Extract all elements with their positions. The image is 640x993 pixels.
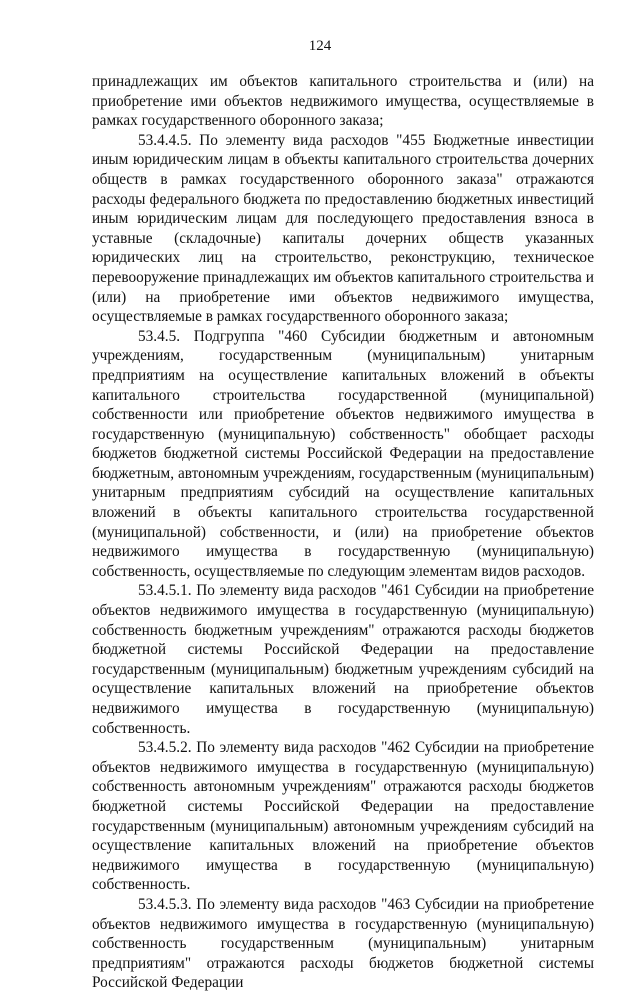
document-body: [92, 72, 594, 993]
paragraph-53-4-5-1: 53.4.5.1. По элементу вида расходов "461 Субсидии на приобретение объектов недвижимого имущества в государственную (муниципальную) собственность бюджетным учреждениям" отражаются расходы бюджетов бюджетной системы Российской Федерации на предоставление государственным (муниципальным) бюджетным учреждениям субсидий на осуществление капитальных вложений на приобретение объектов недвижимого имущества в государственную (муниципальную) собственность.: [92, 582, 594, 737]
paragraph-53-4-5: 53.4.5. Подгруппа "460 Субсидии бюджетным и автономным учреждениям, государственным (муниципальным) унитарным предприятиям на осуществление капитальных вложений в объекты капитального строительства государственной (муниципальной) собственности или приобретение объектов недвижимого имущества в государственную (муниципальную) собственность" обобщает расходы бюджетов бюджетной системы Российской Федерации на предоставление бюджетным, автономным учреждениям, государственным (муниципальным) унитарным предприятиям субсидий на осуществление капитальных вложений в объекты капитального строительства государственной (муниципальной) собственности, и (или) на приобретение объектов недвижимого имущества в государственную (муниципальную) собственность, осуществляемые по следующим элементам видов расходов.: [92, 327, 594, 580]
paragraph-53-4-5-2: 53.4.5.2. По элементу вида расходов "462 Субсидии на приобретение объектов недвижимого имущества в государственную (муниципальную) собственность автономным учреждениям" отражаются расходы бюджетов бюджетной системы Российской Федерации на предоставление государственным (муниципальным) автономным учреждениям субсидий на осуществление капитальных вложений на приобретение объектов недвижимого имущества в государственную (муниципальную) собственность.: [92, 739, 594, 894]
paragraph-53-4-4-5: 53.4.4.5. По элементу вида расходов "455 Бюджетные инвестиции иным юридическим лицам в объекты капитального строительства дочерних обществ в рамках государственного оборонного заказа" отражаются расходы федерального бюджета по предоставлению бюджетных инвестиций иным юридическим лицам для последующего предоставления взноса в уставные (складочные) капиталы дочерних обществ указанных юридических лиц на строительство, реконструкцию, техническое перевооружение принадлежащих им объектов капитального строительства и (или) на приобретение ими объектов недвижимого имущества, осуществляемые в рамках государственного оборонного заказа;: [92, 131, 594, 326]
paragraph-53-4-5-3: 53.4.5.3. По элементу вида расходов "463 Субсидии на приобретение объектов недвижимого имущества в государственную (муниципальную) собственность государственным (муниципальным) унитарным предприятиям" отражаются расходы бюджетов бюджетной системы Российской Федерации: [92, 895, 594, 992]
paragraph-continuation: принадлежащих им объектов капитального строительства и (или) на приобретение ими объектов недвижимого имущества, осуществляемые в рамках государственного оборонного заказа;: [92, 73, 594, 130]
page-number: 124: [308, 38, 332, 54]
